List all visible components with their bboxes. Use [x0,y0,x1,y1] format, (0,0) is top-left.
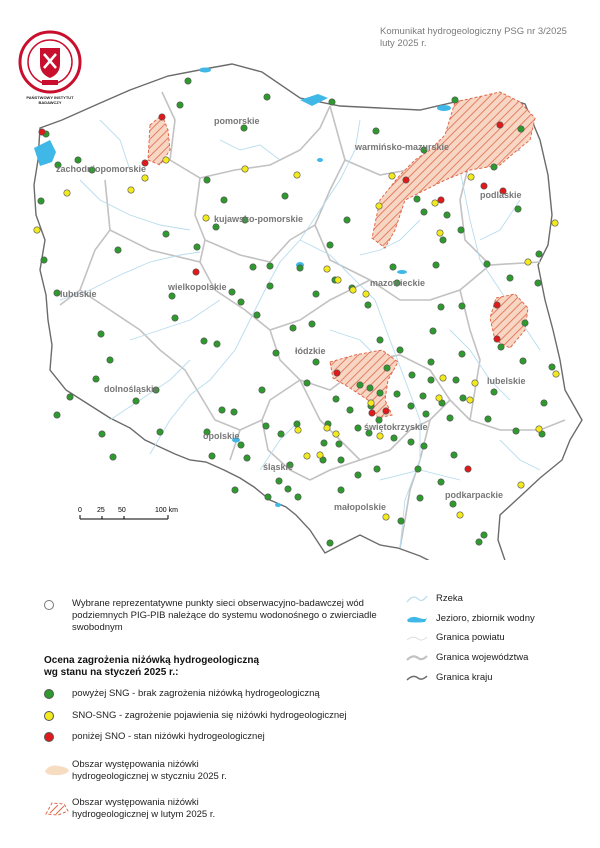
observation-point-yellow [440,375,446,381]
observation-point-green [313,291,319,297]
observation-point-red [369,410,375,416]
observation-point-green [263,423,269,429]
lake-mazury [437,105,451,111]
voivodeship-border-icon [406,653,428,663]
observation-point-red [497,122,503,128]
observation-point-green [38,198,44,204]
observation-point-green [409,372,415,378]
observation-point-green [430,328,436,334]
observation-point-green [484,261,490,267]
lake-zegrze [397,270,407,274]
observation-point-green [276,478,282,484]
observation-point-yellow [468,174,474,180]
observation-point-green [476,539,482,545]
observation-point-red [481,183,487,189]
scale-tick-50: 50 [118,507,126,514]
observation-point-green [285,486,291,492]
observation-point-green [115,247,121,253]
observation-point-green [438,479,444,485]
legend-county-text: Granica powiatu [436,632,505,643]
observation-point-green [290,325,296,331]
observation-point-green [264,94,270,100]
region-label-kujawsko-pomorskie: kujawsko-pomorskie [214,214,304,224]
observation-point-green [453,377,459,383]
legend-area-january [44,759,344,783]
observation-point-green [194,244,200,250]
legend-area-january-line2: hydrogeologicznej w styczniu 2025 r. [72,771,227,782]
observation-point-yellow [553,371,559,377]
scale-tick-0: 0 [78,507,82,514]
observation-point-green [513,428,519,434]
observation-point-green [254,312,260,318]
observation-point-green [238,299,244,305]
report-date: luty 2025 r. [380,38,427,49]
observation-point-green [491,389,497,395]
observation-point-green [213,224,219,230]
observation-point-yellow [203,215,209,221]
observation-point-green [327,540,333,546]
observation-point-green [219,407,225,413]
region-label-lubuskie: lubuskie [60,289,97,299]
observation-point-green [93,376,99,382]
yellow-dot-icon [44,711,54,721]
observation-point-green [515,206,521,212]
legend-lake-text: Jezioro, zbiornik wodny [436,613,535,624]
observation-point-green [333,396,339,402]
observation-point-yellow [304,453,310,459]
region-label-pomorskie: pomorskie [214,116,260,126]
scale-bar [78,507,178,519]
observation-point-green [433,262,439,268]
observation-point-green [329,99,335,105]
legend-river [406,593,463,604]
observation-point-green [408,403,414,409]
observation-point-green [428,377,434,383]
observation-point-yellow [518,482,524,488]
observation-point-green [295,494,301,500]
observation-point-green [421,209,427,215]
county-border-icon [406,633,428,643]
observation-point-yellow [333,431,339,437]
observation-point-green [267,283,273,289]
legend-class-below [44,731,265,743]
observation-point-green [452,97,458,103]
observation-point-red [494,336,500,342]
region-label-opolskie: opolskie [203,431,240,441]
scale-tick-25: 25 [97,507,105,514]
river-icon [406,594,428,604]
observation-point-green [185,78,191,84]
observation-point-green [229,289,235,295]
observation-point-green [231,409,237,415]
observation-point-green [304,380,310,386]
observation-point-green [75,157,81,163]
observation-point-green [273,350,279,356]
observation-point-green [377,337,383,343]
region-label-lubelskie: lubelskie [487,376,526,386]
observation-point-green [408,439,414,445]
observation-point-green [541,400,547,406]
legend-country-text: Granica kraju [436,672,493,683]
observation-point-green [355,425,361,431]
observation-point-green [535,280,541,286]
observation-point-green [201,338,207,344]
observation-point-green [390,264,396,270]
logo-bottom-text: PAŃSTWOWY INSTYTUT BADAWCZY [26,95,74,105]
observation-point-green [398,518,404,524]
observation-point-red [465,466,471,472]
observation-point-green [397,347,403,353]
region-label-warminsko-mazurskie: warmińsko-mazurskie [355,142,450,152]
legend-area-february-line1: Obszar występowania niżówki [72,797,199,808]
observation-point-green [459,351,465,357]
observation-point-green [414,196,420,202]
observation-point-yellow [467,397,473,403]
observation-point-green [485,416,491,422]
region-label-mazowieckie: mazowieckie [370,278,426,288]
observation-point-green [110,454,116,460]
red-dot-icon [44,732,54,742]
observation-point-green [415,466,421,472]
observation-point-green [327,242,333,248]
observation-point-green [107,357,113,363]
observation-point-yellow [552,220,558,226]
observation-point-green [336,441,342,447]
observation-point-yellow [536,426,542,432]
observation-point-red [39,129,45,135]
observation-point-green [444,212,450,218]
observation-point-yellow [324,425,330,431]
observation-point-green [367,385,373,391]
observation-point-green [536,251,542,257]
observation-point-green [163,231,169,237]
observation-point-green [238,442,244,448]
observation-point-yellow [294,172,300,178]
observation-point-green [282,193,288,199]
observation-point-red [193,269,199,275]
observation-point-green [420,393,426,399]
observation-point-yellow [335,277,341,283]
observation-point-yellow [317,452,323,458]
region-label-malopolskie: małopolskie [334,502,387,512]
observation-point-red [159,114,165,120]
observation-point-green [338,487,344,493]
observation-point-green [133,398,139,404]
observation-point-yellow [128,187,134,193]
observation-point-yellow [242,166,248,172]
region-label-wielkopolskie: wielkopolskie [168,282,227,292]
region-label-podkarpackie: podkarpackie [445,490,504,500]
observation-point-green [377,390,383,396]
report-title: Komunikat hydrogeologiczny PSG nr 3/2025 [380,26,567,37]
observation-point-yellow [363,291,369,297]
observation-point-green [297,265,303,271]
observation-point-green [259,387,265,393]
observation-point-green [67,394,73,400]
observation-point-green [169,293,175,299]
observation-point-green [384,365,390,371]
observation-point-red [494,302,500,308]
observation-point-green [522,320,528,326]
observation-point-green [481,532,487,538]
observation-point-green [507,275,513,281]
observation-point-green [309,321,315,327]
observation-point-yellow [377,433,383,439]
observation-point-yellow [457,512,463,518]
region-label-podlaskie: podlaskie [480,190,522,200]
legend-network [44,598,384,650]
observation-point-yellow [436,395,442,401]
observation-point-yellow [324,266,330,272]
observation-point-green [365,302,371,308]
region-label-dolnoslaskie: dolnośląskie [104,384,159,394]
solid-area-icon [44,763,70,777]
observation-point-green [394,391,400,397]
observation-point-red [403,177,409,183]
green-dot-icon [44,689,54,699]
legend-class-below-text: poniżej SNO - stan niżówki hydrogeologicznej [72,731,265,742]
observation-point-green [338,457,344,463]
legend-area-february [44,797,344,821]
observation-point-green [520,358,526,364]
lake-pomorze [199,68,211,73]
observation-point-yellow [34,227,40,233]
observation-point-green [458,227,464,233]
observation-point-green [391,435,397,441]
observation-point-green [421,443,427,449]
observation-point-yellow [350,287,356,293]
legend-country [406,672,493,683]
observation-point-green [355,472,361,478]
country-border-icon [406,673,428,683]
observation-point-green [417,495,423,501]
observation-point-green [321,440,327,446]
observation-point-green [459,303,465,309]
observation-point-green [177,102,183,108]
observation-point-yellow [142,175,148,181]
observation-point-green [357,382,363,388]
observation-point-green [423,411,429,417]
observation-point-yellow [472,380,478,386]
legend-network-text: Wybrane reprezentatywne punkty sieci obserwacyjno-badawczej wód podziemnych PIG-PIB należące do systemu wodonośnego o zwierciadle swobodnym [72,598,377,633]
lake-icon [406,614,428,624]
observation-point-green [450,501,456,507]
observation-point-green [265,494,271,500]
observation-point-green [491,164,497,170]
observation-point-green [440,237,446,243]
observation-point-yellow [163,157,169,163]
observation-point-yellow [432,200,438,206]
observation-point-green [294,421,300,427]
observation-point-yellow [389,173,395,179]
observation-point-green [447,415,453,421]
legend-voivodeship [406,652,528,663]
observation-point-green [98,331,104,337]
scale-tick-100: 100 km [155,507,178,514]
legend-class-above-text: powyżej SNG - brak zagrożenia niżówką hydrogeologiczną [72,688,320,699]
legend-county [406,632,505,643]
observation-point-green [54,412,60,418]
legend-lake [406,613,535,624]
assessment-title-line1: Ocena zagrożenia niżówką hydrogeologiczną [44,655,260,666]
observation-point-green [214,341,220,347]
legend-voivodeship-text: Granica województwa [436,652,529,663]
observation-point-yellow [295,427,301,433]
observation-point-green [157,429,163,435]
observation-point-green [451,452,457,458]
observation-point-green [278,431,284,437]
observation-point-red [383,408,389,414]
observation-point-green [204,177,210,183]
legend-assessment-title [44,655,344,679]
observation-point-green [209,453,215,459]
observation-point-green [313,359,319,365]
legend-area-january-line1: Obszar występowania niżówki [72,759,199,770]
observation-point-green [172,315,178,321]
legend-class-above [44,688,320,700]
observation-point-yellow [64,190,70,196]
legend-class-between [44,710,347,722]
observation-point-yellow [383,514,389,520]
observation-point-green [221,197,227,203]
observation-point-yellow [525,259,531,265]
region-label-lodzkie: łódzkie [295,346,326,356]
assessment-title-line2: wg stanu na styczeń 2025 r.: [44,667,179,678]
region-label-swietokrzyskie: świętokrzyskie [364,422,428,432]
observation-point-green [267,263,273,269]
observation-point-red [438,197,444,203]
legend-river-text: Rzeka [436,593,463,604]
observation-point-yellow [376,203,382,209]
observation-point-red [334,370,340,376]
region-label-slaskie: śląskie [263,462,294,472]
lake-slask [275,503,281,507]
observation-point-green [344,217,350,223]
observation-point-yellow [368,400,374,406]
legend-network-point [44,598,384,650]
hatched-area-icon [44,801,70,817]
lake-warmia [317,158,323,162]
observation-point-green [460,395,466,401]
observation-point-green [41,257,47,263]
observation-point-green [498,344,504,350]
observation-point-green [232,487,238,493]
region-label-zachodniopomorskie: zachodniopomorskie [56,164,147,174]
legend-class-between-text: SNO-SNG - zagrożenie pojawienia się niżówki hydrogeologicznej [72,710,347,721]
observation-point-green [374,466,380,472]
observation-point-green [428,359,434,365]
observation-point-yellow [437,230,443,236]
legend-area-february-line2: hydrogeologicznej w lutym 2025 r. [72,809,216,820]
observation-point-green [549,364,555,370]
observation-point-green [347,407,353,413]
observation-point-green [373,128,379,134]
observation-point-green [99,431,105,437]
observation-point-green [244,455,250,461]
empty-circle-icon [44,600,54,610]
observation-point-green [250,264,256,270]
observation-point-green [518,126,524,132]
observation-point-green [438,304,444,310]
